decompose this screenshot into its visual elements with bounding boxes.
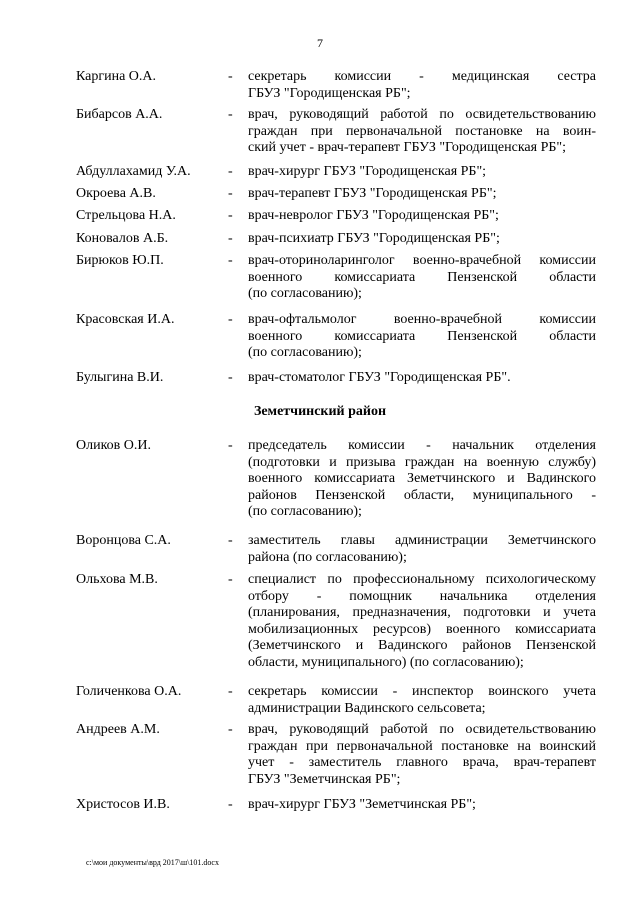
role-line: врач, руководящий работой по освидетельствованию xyxy=(248,722,596,737)
member-name: Коновалов А.Б. xyxy=(76,231,169,246)
role-line: (планирования, предназначения, подготовки и учета xyxy=(248,605,596,620)
dash-separator: - xyxy=(228,684,233,699)
member-name: Стрельцова Н.А. xyxy=(76,208,176,223)
role-line: района (по согласованию); xyxy=(248,549,407,565)
role-line: граждан при первоначальной постановке на воин- xyxy=(248,123,596,139)
role-line: врач-стоматолог ГБУЗ "Городищенская РБ". xyxy=(248,370,511,385)
member-name: Красовская И.А. xyxy=(76,312,175,327)
dash-separator: - xyxy=(228,722,233,737)
member-role xyxy=(248,312,596,362)
role-line: районов Пензенской области, муниципального - xyxy=(248,487,596,503)
role-line: (по согласованию); xyxy=(248,286,362,301)
role-line: ГБУЗ "Земетчинская РБ"; xyxy=(248,771,401,787)
dash-separator: - xyxy=(228,797,233,812)
role-line: ский учет - врач-терапевт ГБУЗ "Городищенская РБ"; xyxy=(248,140,566,155)
role-line: врач-хирург ГБУЗ "Земетчинская РБ"; xyxy=(248,797,476,812)
member-name: Булыгина В.И. xyxy=(76,370,164,385)
role-line: (по согласованию); xyxy=(248,504,362,519)
role-line: военного комиссариата Земетчинского и Вадинского xyxy=(248,471,596,486)
role-line: мобилизационных ресурсов) военного комиссариата xyxy=(248,621,596,637)
role-line: секретарь комиссии - инспектор воинского учета xyxy=(248,684,596,699)
dash-separator: - xyxy=(228,69,233,84)
member-name: Воронцова С.А. xyxy=(76,533,171,548)
role-line: заместитель главы администрации Земетчинского xyxy=(248,533,596,548)
role-line: (подготовки и призыва граждан на военную службу) xyxy=(248,454,596,470)
role-line: врач-хирург ГБУЗ "Городищенская РБ"; xyxy=(248,164,487,179)
member-role xyxy=(248,533,596,566)
role-line: области, муниципального) (по согласованию); xyxy=(248,654,524,670)
page-number: 7 xyxy=(317,36,323,50)
member-role xyxy=(248,186,596,203)
role-line: военного комиссариата Пензенской области xyxy=(248,328,596,344)
dash-separator: - xyxy=(228,107,233,122)
role-line: учет - заместитель главного врача, врач-терапевт xyxy=(248,755,596,770)
dash-separator: - xyxy=(228,231,233,246)
role-line: врач-психиатр ГБУЗ "Городищенская РБ"; xyxy=(248,231,500,246)
member-role xyxy=(248,438,596,521)
member-name: Голиченкова О.А. xyxy=(76,684,182,699)
role-line: (по согласованию); xyxy=(248,345,362,360)
member-name: Абдуллахамид У.А. xyxy=(76,164,191,179)
role-line: ГБУЗ "Городищенская РБ"; xyxy=(248,85,411,101)
dash-separator: - xyxy=(228,164,233,179)
member-name: Бибарсов А.А. xyxy=(76,107,163,122)
dash-separator: - xyxy=(228,533,233,548)
section-heading: Земетчинский район xyxy=(253,404,387,419)
member-role xyxy=(248,797,596,814)
role-line: врач-офтальмолог военно-врачебной комиссии xyxy=(248,312,596,327)
role-line: специалист по профессиональному психологическому xyxy=(248,572,596,587)
member-role xyxy=(248,69,596,102)
member-role xyxy=(248,572,596,671)
member-role xyxy=(248,370,596,387)
dash-separator: - xyxy=(228,312,233,327)
footer-file-path: c:\мои документы\врд 2017\ш\101.docx xyxy=(86,858,219,867)
role-line: (Земетчинского и Вадинского районов Пензенской xyxy=(248,638,596,653)
role-line: врач, руководящий работой по освидетельствованию xyxy=(248,107,596,122)
dash-separator: - xyxy=(228,438,233,453)
member-name: Окроева А.В. xyxy=(76,186,156,201)
member-name: Ольхова М.В. xyxy=(76,572,158,587)
member-name: Христосов И.В. xyxy=(76,797,170,812)
member-role xyxy=(248,684,596,717)
role-line: врач-оториноларинголог военно-врачебной комиссии xyxy=(248,253,596,268)
member-role xyxy=(248,107,596,157)
member-name: Бирюков Ю.П. xyxy=(76,253,164,268)
role-line: врач-терапевт ГБУЗ "Городищенская РБ"; xyxy=(248,186,497,201)
member-name: Андреев А.М. xyxy=(76,722,160,737)
member-role xyxy=(248,722,596,788)
role-line: председатель комиссии - начальник отделения xyxy=(248,438,596,453)
member-name: Каргина О.А. xyxy=(76,69,157,84)
dash-separator: - xyxy=(228,370,233,385)
role-line: секретарь комиссии - медицинская сестра xyxy=(248,69,596,84)
member-name: Оликов О.И. xyxy=(76,438,152,453)
role-line: администрации Вадинского сельсовета; xyxy=(248,700,486,716)
role-line: граждан при первоначальной постановке на воинский xyxy=(248,738,596,754)
member-role xyxy=(248,231,596,248)
role-line: врач-невролог ГБУЗ "Городищенская РБ"; xyxy=(248,208,499,223)
dash-separator: - xyxy=(228,253,233,268)
dash-separator: - xyxy=(228,186,233,201)
role-line: отбору - помощник начальника отделения xyxy=(248,588,596,604)
member-role xyxy=(248,164,596,181)
member-role xyxy=(248,208,596,225)
dash-separator: - xyxy=(228,572,233,587)
role-line: военного комиссариата Пензенской области xyxy=(248,269,596,285)
dash-separator: - xyxy=(228,208,233,223)
member-role xyxy=(248,253,596,303)
